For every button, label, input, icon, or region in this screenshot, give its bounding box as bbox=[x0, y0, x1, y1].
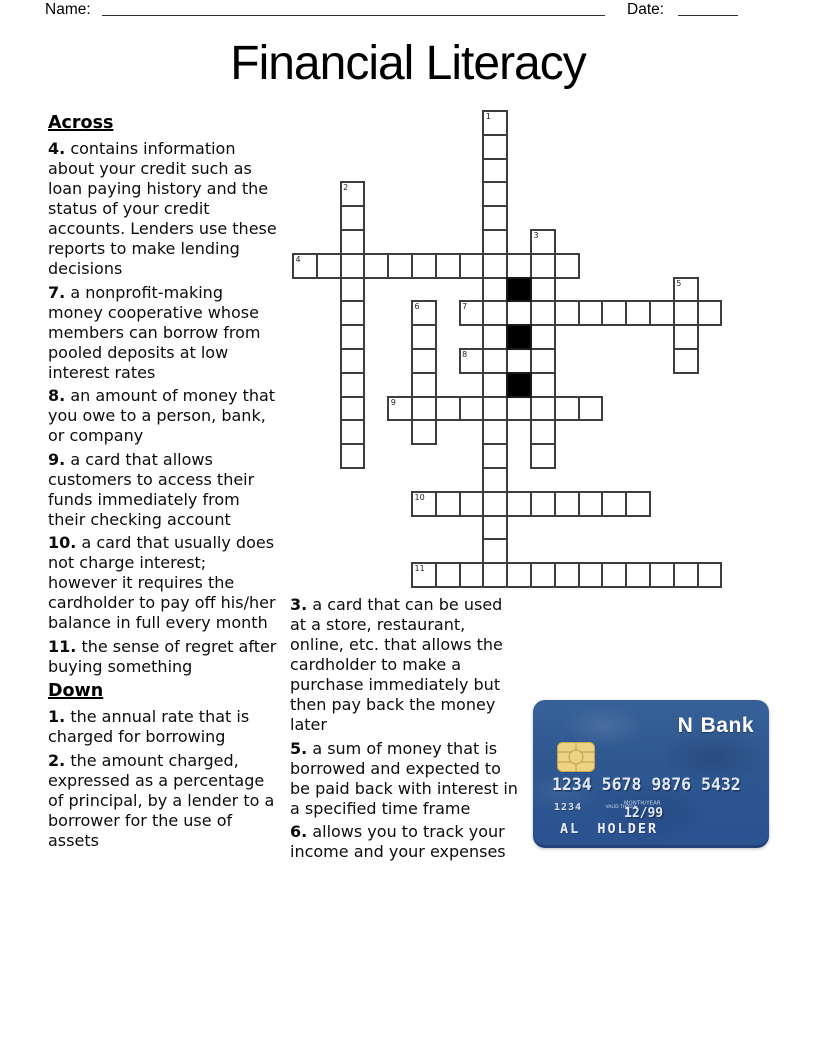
crossword-cell[interactable] bbox=[578, 396, 604, 422]
clue-number: 6. bbox=[290, 822, 308, 841]
date-blank-line[interactable] bbox=[678, 1, 738, 16]
crossword-cell-number: 4 bbox=[295, 254, 301, 264]
crossword-cell[interactable] bbox=[340, 396, 366, 422]
clue-down-6 bbox=[290, 822, 520, 862]
crossword-cell[interactable] bbox=[459, 562, 485, 588]
crossword-cell[interactable] bbox=[530, 491, 556, 517]
clue-down-3 bbox=[290, 595, 520, 735]
crossword-cell[interactable] bbox=[625, 300, 651, 326]
card-chip-icon bbox=[557, 742, 595, 772]
crossword-cell[interactable] bbox=[601, 300, 627, 326]
bank-logo: N Bank bbox=[677, 714, 754, 737]
crossword-cell[interactable] bbox=[482, 134, 508, 160]
crossword-cell[interactable] bbox=[601, 491, 627, 517]
crossword-cell[interactable] bbox=[340, 300, 366, 326]
clue-number: 9. bbox=[48, 449, 66, 469]
crossword-cell-number: 8 bbox=[462, 350, 468, 359]
clue-down-2 bbox=[48, 751, 280, 851]
crossword-cell[interactable] bbox=[340, 277, 366, 303]
crossword-cell[interactable] bbox=[482, 253, 508, 279]
crossword-cell[interactable] bbox=[435, 491, 461, 517]
crossword-cell[interactable] bbox=[578, 562, 604, 588]
crossword-cell[interactable] bbox=[482, 229, 508, 255]
crossword-cell[interactable] bbox=[554, 562, 580, 588]
clue-number: 7. bbox=[48, 282, 66, 302]
crossword-cell-number: 1 bbox=[485, 112, 491, 121]
clue-number: 11. bbox=[48, 636, 77, 656]
clue-across-11 bbox=[48, 637, 280, 677]
crossword-cell[interactable] bbox=[435, 562, 461, 588]
crossword-cell[interactable] bbox=[673, 562, 699, 588]
clue-across-9 bbox=[48, 450, 280, 530]
crossword-cell[interactable] bbox=[506, 562, 532, 588]
credit-card-image bbox=[533, 700, 769, 848]
crossword-cell[interactable] bbox=[697, 562, 723, 588]
crossword-cell[interactable] bbox=[506, 253, 532, 279]
crossword-cell[interactable] bbox=[363, 253, 389, 279]
crossword-cell[interactable] bbox=[340, 443, 366, 469]
crossword-cell[interactable] bbox=[625, 491, 651, 517]
clue-across-7 bbox=[48, 283, 280, 383]
name-blank-line[interactable] bbox=[102, 1, 605, 16]
crossword-black-cell bbox=[506, 277, 532, 303]
clue-text: a card that usually does not charge interest; however it requires the cardholder to pay off his/her balance in full every month bbox=[48, 533, 276, 632]
crossword-cell[interactable] bbox=[530, 443, 556, 469]
crossword-cell[interactable] bbox=[578, 300, 604, 326]
crossword-cell[interactable] bbox=[411, 324, 437, 350]
crossword-cell[interactable] bbox=[482, 467, 508, 493]
clue-down-5 bbox=[290, 739, 520, 819]
clue-text: a card that can be used at a store, restaurant, online, etc. that allows the cardholder to make a purchase immediately but then pay back the money later bbox=[290, 595, 503, 734]
crossword-cell[interactable] bbox=[697, 300, 723, 326]
crossword-cell[interactable] bbox=[530, 300, 556, 326]
crossword-cell[interactable] bbox=[411, 419, 437, 445]
crossword-cell[interactable] bbox=[482, 158, 508, 184]
crossword-cell[interactable] bbox=[530, 419, 556, 445]
crossword-cell[interactable] bbox=[530, 396, 556, 422]
crossword-cell[interactable] bbox=[411, 372, 437, 398]
clue-text: the annual rate that is charged for borrowing bbox=[48, 707, 250, 746]
crossword-cell[interactable] bbox=[482, 300, 508, 326]
crossword-cell-number: 3 bbox=[533, 231, 539, 240]
crossword-cell[interactable] bbox=[482, 562, 508, 588]
crossword-cell[interactable] bbox=[435, 396, 461, 422]
clue-across-10 bbox=[48, 533, 280, 633]
card-expiry: 12/99 bbox=[624, 806, 664, 821]
name-label: Name: bbox=[45, 1, 91, 18]
page-title: Financial Literacy bbox=[230, 37, 586, 90]
crossword-cell[interactable] bbox=[435, 253, 461, 279]
crossword-cell[interactable] bbox=[506, 300, 532, 326]
crossword-cell[interactable] bbox=[482, 277, 508, 303]
crossword-cell[interactable] bbox=[340, 205, 366, 231]
clue-text: contains information about your credit such as loan paying history and the status of your credit accounts. Lenders use these reports to make lending decisions bbox=[48, 139, 277, 278]
crossword-cell[interactable] bbox=[530, 324, 556, 350]
crossword-cell[interactable] bbox=[340, 253, 366, 279]
clue-number: 5. bbox=[290, 738, 308, 758]
clue-text: an amount of money that you owe to a person, bank, or company bbox=[48, 386, 276, 445]
clue-number: 2. bbox=[48, 750, 66, 770]
crossword-cell[interactable] bbox=[316, 253, 342, 279]
crossword-cell[interactable] bbox=[411, 253, 437, 279]
crossword-cell[interactable] bbox=[411, 396, 437, 422]
clue-number: 8. bbox=[48, 386, 66, 405]
crossword-cell-number: 10 bbox=[414, 492, 425, 502]
month-year-label: MONTH/YEAR bbox=[624, 800, 661, 806]
clue-number: 4. bbox=[48, 139, 66, 158]
crossword-cell[interactable] bbox=[482, 538, 508, 564]
crossword-cell-number: 9 bbox=[390, 397, 396, 407]
crossword-cell[interactable] bbox=[482, 181, 508, 207]
crossword-cell[interactable] bbox=[482, 443, 508, 469]
clue-text: a sum of money that is borrowed and expected to be paid back with interest in a specified time frame bbox=[290, 738, 518, 818]
clue-number: 1. bbox=[48, 707, 66, 726]
crossword-cell[interactable] bbox=[530, 277, 556, 303]
crossword-cell[interactable] bbox=[482, 205, 508, 231]
clue-text: a nonprofit-making money cooperative whose members can borrow from pooled deposits at low interest rates bbox=[48, 282, 261, 382]
date-label: Date: bbox=[627, 1, 665, 18]
clue-down-1 bbox=[48, 707, 280, 747]
across-heading: Across bbox=[48, 113, 114, 133]
crossword-cell[interactable] bbox=[340, 229, 366, 255]
crossword-cell[interactable] bbox=[340, 348, 366, 374]
clues-middle-column bbox=[290, 595, 520, 866]
crossword-cell-number: 7 bbox=[462, 302, 468, 312]
crossword-cell[interactable] bbox=[459, 396, 485, 422]
crossword-cell[interactable] bbox=[340, 419, 366, 445]
crossword-black-cell bbox=[506, 372, 532, 398]
crossword-cell[interactable] bbox=[554, 253, 580, 279]
crossword-cell[interactable] bbox=[459, 491, 485, 517]
card-holder-name: AL HOLDER bbox=[560, 821, 659, 837]
crossword-cell[interactable] bbox=[673, 348, 699, 374]
clue-text: a card that allows customers to access their funds immediately from their checking account bbox=[48, 449, 255, 529]
crossword-cell[interactable] bbox=[340, 324, 366, 350]
crossword-cell[interactable] bbox=[530, 562, 556, 588]
crossword-cell-number: 6 bbox=[414, 302, 420, 312]
crossword-cell[interactable] bbox=[387, 253, 413, 279]
crossword-cell[interactable] bbox=[554, 491, 580, 517]
crossword-cell[interactable] bbox=[530, 372, 556, 398]
crossword-cell[interactable] bbox=[649, 562, 675, 588]
clue-text: allows you to track your income and your expenses bbox=[290, 822, 506, 861]
clue-number: 10. bbox=[48, 533, 77, 552]
crossword-cell[interactable] bbox=[554, 396, 580, 422]
crossword-cell[interactable] bbox=[506, 348, 532, 374]
valid-thru-label: VALID THRU ▶ bbox=[605, 804, 638, 810]
crossword-cell[interactable] bbox=[482, 419, 508, 445]
crossword-cell[interactable] bbox=[482, 348, 508, 374]
crossword-cell[interactable] bbox=[506, 491, 532, 517]
crossword-cell[interactable] bbox=[649, 300, 675, 326]
crossword-cell[interactable] bbox=[530, 253, 556, 279]
crossword-cell[interactable] bbox=[459, 253, 485, 279]
down-heading: Down bbox=[48, 681, 104, 701]
clues-left-column bbox=[48, 112, 280, 854]
crossword-cell[interactable] bbox=[482, 491, 508, 517]
crossword-cell[interactable] bbox=[482, 324, 508, 350]
crossword-cell[interactable] bbox=[625, 562, 651, 588]
clue-text: the sense of regret after buying something bbox=[48, 636, 277, 676]
clue-number: 3. bbox=[290, 595, 308, 614]
crossword-cell[interactable] bbox=[673, 324, 699, 350]
clue-across-4 bbox=[48, 139, 280, 279]
crossword-cell[interactable] bbox=[673, 300, 699, 326]
crossword-cell[interactable] bbox=[530, 348, 556, 374]
crossword-cell-number: 11 bbox=[414, 564, 425, 574]
crossword-cell[interactable] bbox=[411, 348, 437, 374]
crossword-cell[interactable] bbox=[601, 562, 627, 588]
crossword-cell[interactable] bbox=[340, 372, 366, 398]
crossword-cell[interactable] bbox=[554, 300, 580, 326]
crossword-cell[interactable] bbox=[482, 515, 508, 541]
crossword-cell[interactable] bbox=[482, 396, 508, 422]
crossword-cell-number: 2 bbox=[343, 183, 349, 193]
crossword-grid bbox=[292, 110, 722, 588]
crossword-cell[interactable] bbox=[578, 491, 604, 517]
crossword-cell[interactable] bbox=[482, 372, 508, 398]
clue-text: the amount charged, expressed as a percentage of principal, by a lender to a borrower for the use of assets bbox=[48, 750, 275, 850]
card-account-number: 1234 bbox=[554, 802, 583, 813]
crossword-black-cell bbox=[506, 324, 532, 350]
crossword-cell-number: 5 bbox=[676, 278, 682, 288]
clue-across-8 bbox=[48, 386, 280, 446]
crossword-cell[interactable] bbox=[506, 396, 532, 422]
card-number: 1234 5678 9876 5432 bbox=[552, 775, 741, 794]
